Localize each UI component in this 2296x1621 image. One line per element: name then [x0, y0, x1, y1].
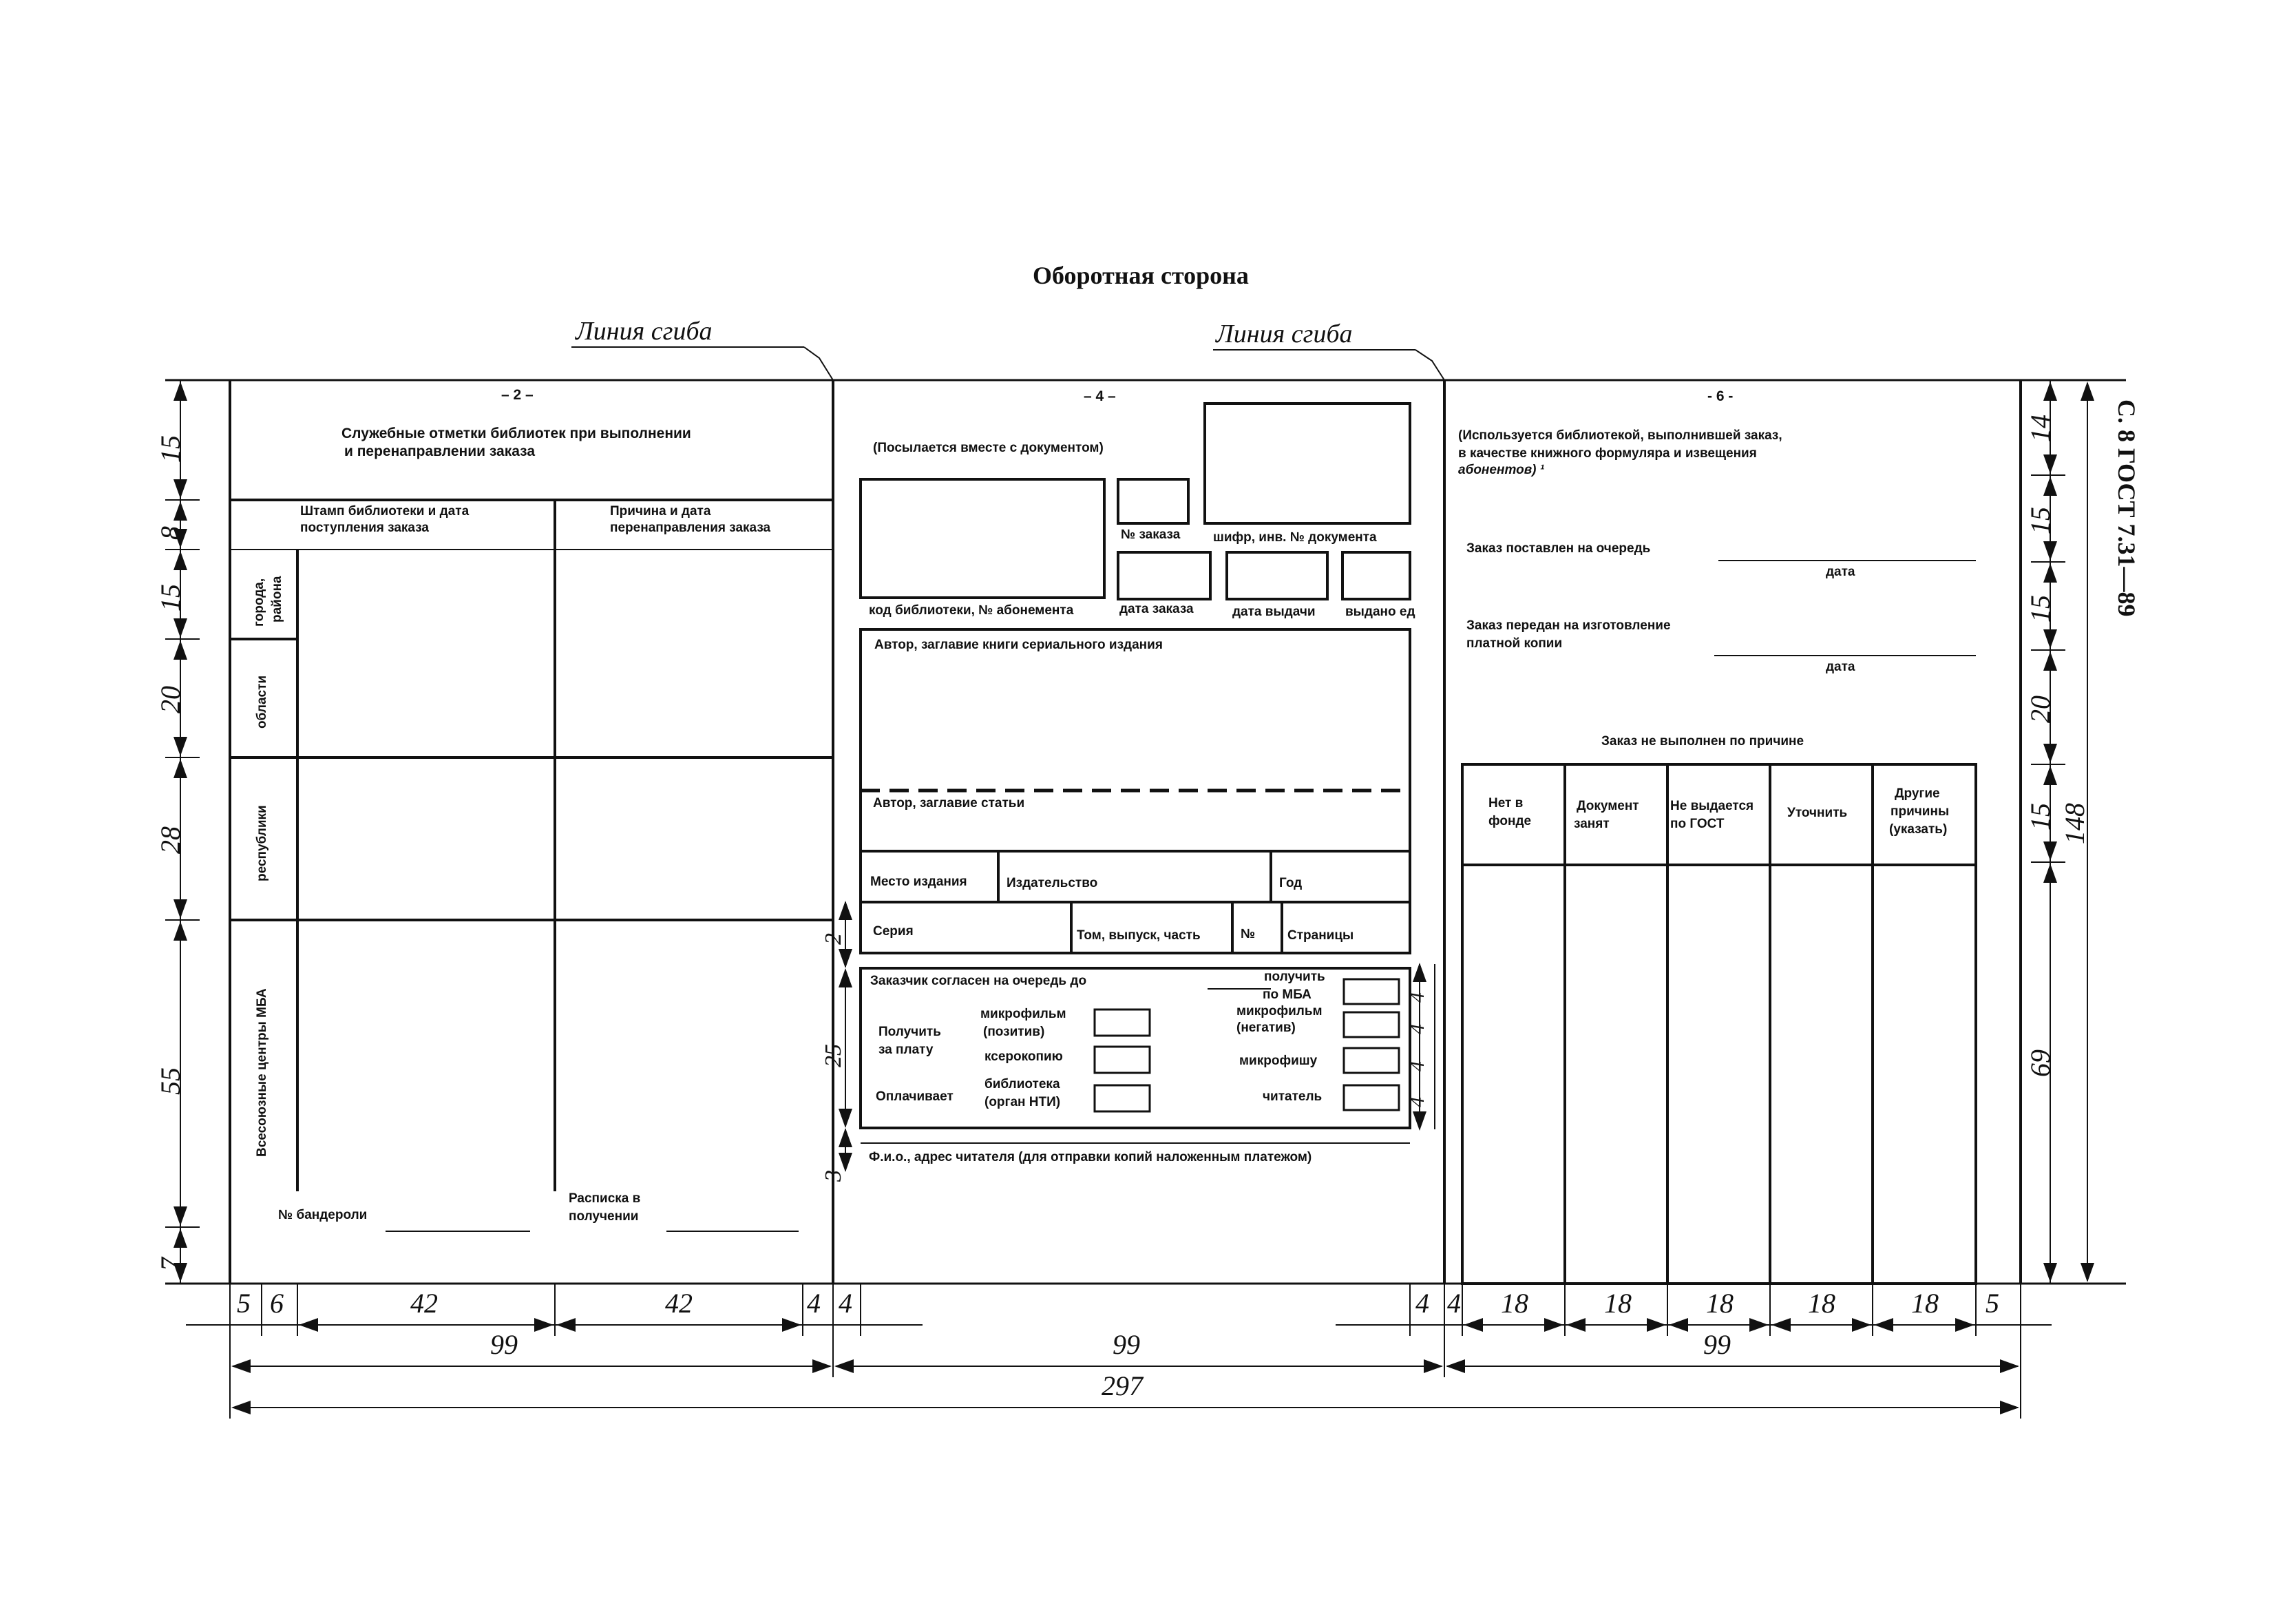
not-done-label: Заказ не выполнен по причине	[1601, 734, 1804, 749]
page-reference: С. 8 ГОСТ 7.31—89	[2113, 399, 2140, 617]
reason-col-other: Другие	[1895, 786, 1940, 801]
dim-bottom-4b: 4	[839, 1288, 852, 1319]
get-paid-label-2: за плату	[878, 1043, 934, 1057]
dim-bottom-6: 6	[270, 1288, 284, 1319]
dim-inner-4d: 4	[1406, 1097, 1429, 1107]
publisher-label: Издательство	[1007, 876, 1098, 890]
row-union-centers-label: Всесоюзные центры МБА	[255, 988, 269, 1157]
issued-label: выдано ед	[1345, 605, 1415, 619]
dim-bottom-42b: 42	[665, 1288, 693, 1319]
receipt-label: Расписка в	[569, 1191, 641, 1206]
number-label: №	[1241, 927, 1256, 941]
sent-copy-date-label: дата	[1826, 660, 1855, 674]
fold-line-label-right: Линия сгиба	[1216, 320, 1353, 348]
panel2-number: – 2 –	[501, 387, 534, 403]
dim-left-6: 55	[155, 1067, 186, 1095]
fold-line-label-left: Линия сгиба	[576, 317, 713, 346]
dim-right-6: 69	[2025, 1049, 2056, 1077]
dim-bottom-18d: 18	[1808, 1288, 1835, 1319]
volume-label: Том, выпуск, часть	[1077, 928, 1201, 943]
panel6-note-2: в качестве книжного формуляра и извещения	[1458, 446, 1757, 461]
place-label: Место издания	[870, 875, 967, 889]
dim-bottom-18c: 18	[1706, 1288, 1734, 1319]
order-number-label: № заказа	[1121, 527, 1181, 542]
dim-inner-4c: 4	[1406, 1061, 1429, 1071]
reason-col-other-2: причины	[1890, 804, 1950, 819]
microfilm-positive-label-2: (позитив)	[983, 1025, 1045, 1039]
reader-address-label: Ф.и.о., адрес читателя (для отправки копий наложенным платежом)	[869, 1150, 1312, 1164]
col-reason-label-2: перенаправления заказа	[610, 521, 771, 535]
panel6-number: - 6 -	[1707, 388, 1734, 404]
receive-mba-label: получить	[1264, 970, 1325, 984]
dim-bottom-5a: 5	[237, 1288, 251, 1319]
issue-date-label: дата выдачи	[1232, 605, 1316, 619]
reason-col-other-3: (указать)	[1889, 822, 1948, 837]
library-code-label: код библиотеки, № абонемента	[869, 603, 1074, 618]
dim-right-1: 14	[2025, 415, 2056, 442]
sent-copy-label-2: платной копии	[1466, 636, 1563, 651]
dim-bottom-18b: 18	[1604, 1288, 1632, 1319]
dim-bottom-4d: 4	[1447, 1288, 1461, 1319]
receipt-label-2: получении	[569, 1209, 639, 1224]
microfiche-label: микрофишу	[1239, 1054, 1318, 1068]
dim-left-1: 15	[155, 435, 186, 463]
dim-right-4: 20	[2025, 696, 2056, 723]
year-label: Год	[1279, 876, 1303, 890]
dim-panel2-width: 99	[490, 1329, 518, 1360]
dim-panel6-width: 99	[1703, 1329, 1731, 1360]
library-payer-label-2: (орган НТИ)	[984, 1095, 1061, 1109]
col-stamp-label: Штамп библиотеки и дата	[300, 504, 470, 519]
document-code-label: шифр, инв. № документа	[1213, 530, 1377, 545]
row-republic-label: республики	[255, 805, 269, 881]
row-city-label: города,	[252, 578, 266, 627]
series-label: Серия	[873, 924, 914, 939]
dim-total-width: 297	[1102, 1370, 1143, 1401]
reason-col-clarify: Уточнить	[1787, 806, 1848, 820]
dim-left-4: 20	[155, 686, 186, 713]
microfilm-negative-label-2: (негатив)	[1236, 1021, 1296, 1035]
panel2-header: Служебные отметки библиотек при выполнении	[341, 426, 691, 441]
library-payer-label: библиотека	[984, 1077, 1060, 1091]
dim-bottom-4a: 4	[807, 1288, 821, 1319]
dim-inner-25: 25	[821, 1044, 846, 1067]
dim-bottom-5b: 5	[1986, 1288, 1999, 1319]
dim-right-2: 15	[2025, 507, 2056, 534]
sent-with-document: (Посылается вместе с документом)	[873, 441, 1104, 455]
dim-right-5: 15	[2025, 803, 2056, 830]
xerocopy-label: ксерокопию	[984, 1049, 1063, 1064]
dim-left-5: 28	[155, 826, 186, 854]
col-stamp-label-2: поступления заказа	[300, 521, 429, 535]
dim-right-total: 148	[2059, 803, 2090, 844]
dim-panel4-width: 99	[1113, 1329, 1140, 1360]
author-book-label: Автор, заглавие книги сериального издания	[874, 638, 1163, 652]
panel4-number: – 4 –	[1084, 388, 1116, 404]
author-article-label: Автор, заглавие статьи	[873, 796, 1025, 810]
dim-bottom-18e: 18	[1911, 1288, 1939, 1319]
reason-col-not-in-fund: Нет в	[1488, 796, 1524, 810]
sent-copy-label: Заказ передан на изготовление	[1466, 618, 1671, 633]
pays-label: Оплачивает	[876, 1089, 954, 1104]
reason-col-not-issued-2: по ГОСТ	[1670, 817, 1725, 831]
panel6-note: (Используется библиотекой, выполнившей заказ,	[1458, 428, 1782, 443]
page-title: Оборотная сторона	[1033, 262, 1249, 289]
dim-left-7: 7	[155, 1257, 186, 1271]
parcel-number-label: № бандероли	[278, 1208, 368, 1222]
order-date-label: дата заказа	[1119, 602, 1194, 616]
row-city-label-2: района	[270, 576, 284, 623]
queued-date-label: дата	[1826, 565, 1855, 579]
dim-bottom-4c: 4	[1415, 1288, 1429, 1319]
col-reason-label: Причина и дата	[610, 504, 711, 519]
get-paid-label: Получить	[878, 1025, 941, 1039]
dim-right-3: 15	[2025, 595, 2056, 623]
dim-inner-4b: 4	[1406, 1024, 1429, 1034]
dim-inner-3: 3	[821, 1170, 846, 1182]
customer-agrees-label: Заказчик согласен на очередь до	[870, 974, 1087, 988]
reason-col-not-in-fund-2: фонде	[1488, 814, 1532, 828]
microfilm-negative-label: микрофильм	[1236, 1004, 1323, 1018]
dim-bottom-18a: 18	[1501, 1288, 1528, 1319]
reason-col-doc-busy-2: занят	[1574, 817, 1610, 831]
queued-label: Заказ поставлен на очередь	[1466, 541, 1651, 556]
microfilm-positive-label: микрофильм	[980, 1007, 1066, 1021]
panel2-header-2: и перенаправлении заказа	[344, 443, 536, 459]
reader-label: читатель	[1263, 1089, 1323, 1104]
dim-left-2: 8	[155, 526, 186, 540]
receive-mba-label-2: по МБА	[1263, 987, 1312, 1002]
dim-bottom-42a: 42	[410, 1288, 438, 1319]
dim-left-3: 15	[155, 584, 186, 611]
dim-inner-4a: 4	[1406, 992, 1429, 1003]
reason-col-doc-busy: Документ	[1577, 799, 1639, 813]
pages-label: Страницы	[1287, 928, 1354, 943]
dim-inner-2: 2	[821, 933, 846, 945]
row-region-label: области	[255, 675, 269, 729]
reason-col-not-issued: Не выдается	[1670, 799, 1754, 813]
panel6-note-3: абонентов) ¹	[1458, 463, 1545, 477]
